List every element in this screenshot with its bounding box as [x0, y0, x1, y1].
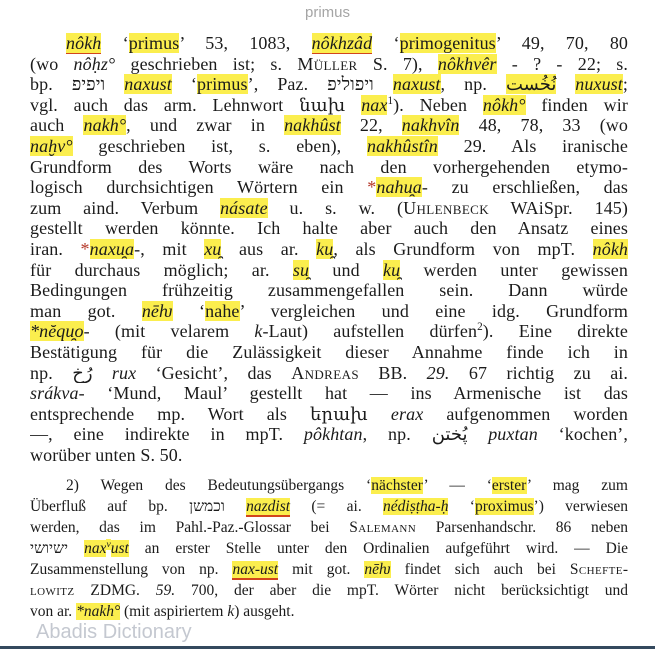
text-segment: 59. — [155, 582, 176, 600]
text-segment: Uhlenbeck — [403, 197, 490, 218]
text-line — [30, 580, 628, 601]
text-segment: ‘kochen’, — [537, 424, 628, 445]
text-line — [30, 260, 628, 281]
highlighted-term: nazdist — [246, 498, 291, 516]
text-line — [30, 321, 628, 342]
text-segment: auch — [30, 115, 84, 136]
text-line — [30, 404, 628, 425]
text-segment: ’ 53, 1083, — [179, 33, 312, 53]
highlighted-term: xu̯ — [204, 238, 222, 259]
text-segment: rux — [111, 362, 137, 383]
highlighted-term: nakh° — [83, 115, 127, 136]
text-segment: zum aind. Verbum — [30, 197, 221, 218]
highlighted-term: nēƕ — [141, 300, 173, 321]
text-segment: Bestätigung für die Zulässigkeit dieser Annahme finde ich in — [30, 341, 628, 362]
text-line — [30, 136, 628, 157]
highlighted-term: nôkhvêr — [437, 53, 497, 74]
highlighted-term: primus — [128, 33, 180, 53]
text-segment: , und zwar in — [126, 115, 285, 136]
text-line — [30, 445, 628, 466]
text-segment: -, mit — [134, 238, 205, 259]
highlighted-term: nakhûstîn — [366, 135, 438, 156]
text-segment: -Laut) aufstellen dürfen — [262, 321, 478, 342]
page-header — [0, 4, 655, 21]
highlighted-term: naxust — [124, 74, 172, 95]
text-segment: ZDMG. — [74, 582, 156, 600]
text-segment: Salemann — [349, 519, 417, 537]
text-segment: 67 richtig zu ai. — [449, 362, 628, 383]
text-segment: logisch durchsichtigen Wörtern ein — [30, 177, 368, 198]
text-line — [30, 54, 628, 75]
text-segment: ‘ — [372, 33, 400, 53]
text-segment — [467, 424, 488, 444]
text-segment: geschrieben ist; s. — [115, 53, 298, 74]
text-segment: man got. — [30, 300, 142, 321]
text-line — [30, 383, 628, 404]
text-segment: —, eine indirekte in mpT. — [30, 424, 304, 445]
highlighted-term: v — [106, 539, 111, 551]
text-segment: BB. — [359, 362, 427, 383]
text-segment: entsprechende mp. Wort als — [30, 403, 311, 424]
text-segment: ‘ — [101, 33, 129, 53]
text-segment: - ? - 22; s. — [496, 53, 628, 74]
text-segment: aufgenommen worden — [423, 403, 628, 424]
footnote-paragraph — [30, 475, 628, 622]
text-segment: ’ — ‘ — [423, 477, 492, 495]
text-line — [30, 95, 628, 116]
highlighted-term: su̯ — [292, 259, 310, 280]
highlighted-term: nax — [361, 94, 388, 115]
highlighted-term: nôkh — [592, 238, 628, 259]
text-segment: ). Eine direkte — [482, 321, 628, 342]
highlighted-term: nax-ust — [232, 561, 279, 579]
text-segment: vgl. auch das arm. Lehnwort — [30, 94, 300, 115]
text-segment: Parsenhandschr. 86 neben — [416, 519, 628, 537]
highlighted-term: *nakh° — [76, 603, 121, 621]
text-segment: findet sich auch bei — [390, 561, 570, 579]
highlighted-term: ku̯ — [383, 259, 401, 280]
text-segment: 29. — [426, 362, 450, 383]
text-segment: worüber unten S. 50. — [30, 444, 183, 465]
text-segment — [556, 74, 575, 94]
highlighted-term: نُخُست — [505, 74, 557, 95]
text-segment: an erster Stelle unter den Ordinalien aufgeführt wird. — Die — [128, 540, 628, 558]
text-segment: u. s. w. ( — [267, 197, 404, 218]
text-segment: 48, 78, 33 (wo — [459, 115, 628, 136]
text-segment: nôḥz° — [73, 53, 116, 74]
highlighted-term: *nĕqu̯o — [30, 321, 84, 342]
text-line — [30, 74, 628, 95]
text-segment: וכמשן — [189, 498, 225, 516]
text-line — [30, 496, 628, 517]
highlighted-term: nuxust — [575, 74, 623, 95]
text-segment: von ar. — [30, 603, 77, 621]
text-segment: pôkhtan — [303, 424, 363, 445]
text-line — [30, 517, 628, 538]
text-segment: Überfluß auf bp. — [30, 498, 190, 516]
highlighted-term: proximus — [474, 498, 534, 516]
text-segment: 2) Wegen des Bedeutungsübergangs ‘ — [66, 477, 372, 495]
text-segment: ‘Gesicht’, das — [136, 362, 292, 383]
text-segment: aus ar. — [221, 238, 317, 259]
text-segment: werden unter gewissen — [400, 259, 628, 280]
text-segment: ) ausgeht. — [234, 603, 295, 621]
text-segment: ויפיפ — [71, 74, 106, 95]
highlighted-term: naḫv° — [30, 135, 73, 156]
text-segment: ’, Paz. — [247, 74, 328, 95]
text-segment: ’ vergleichen und eine idg. Grundform — [239, 300, 628, 321]
text-segment: lowitz — [30, 582, 75, 600]
text-line — [30, 538, 628, 559]
text-segment: ’ mag zum — [526, 477, 628, 495]
text-line — [30, 301, 628, 322]
highlighted-term: nédiṣṭha-ḥ — [383, 498, 449, 516]
text-line — [30, 601, 628, 622]
text-segment: und — [309, 259, 384, 280]
text-segment: geschrieben ist, s. eben), — [72, 135, 367, 156]
text-segment: ישיושי — [30, 540, 69, 558]
highlighted-term: nôkh — [66, 33, 102, 53]
text-segment: 29. Als iranische — [437, 135, 628, 156]
text-segment: k — [254, 321, 263, 342]
entry-text — [30, 33, 628, 622]
highlighted-term: nēƕ — [364, 561, 391, 579]
text-segment: WAiSpr. 145) — [489, 197, 628, 218]
text-segment: ’) verwiesen — [533, 498, 628, 516]
text-segment: 1 — [387, 94, 394, 107]
highlighted-term: nahe — [205, 300, 240, 321]
text-segment: ’ 49, 70, 80 — [495, 33, 628, 53]
text-segment: - — [622, 561, 628, 579]
text-segment: erax — [390, 403, 424, 424]
text-line — [30, 218, 628, 239]
text-line — [30, 33, 628, 54]
text-segment — [225, 498, 246, 515]
highlighted-term: primus — [197, 74, 248, 95]
text-segment: gestellt werden könnte. Ich halte aber auch den Ansatz eines — [30, 218, 628, 239]
highlighted-term: naxust — [392, 74, 441, 95]
text-segment: bp. — [30, 74, 72, 95]
text-segment: - (mit velarem — [83, 321, 255, 342]
header-term: primus — [304, 4, 350, 21]
highlighted-term: nôkh° — [482, 94, 526, 115]
text-line — [30, 280, 628, 301]
entry-paragraph — [30, 33, 628, 465]
text-segment: k — [227, 603, 235, 621]
highlighted-term: nakhvîn — [401, 115, 460, 136]
text-line — [30, 157, 628, 178]
highlighted-term: nôkhzâd — [311, 33, 373, 53]
text-segment: Bedingungen frühzeitig zusammengefallen sein. Dann würde — [30, 280, 628, 301]
text-line — [30, 424, 628, 445]
text-segment — [374, 74, 393, 94]
text-line — [30, 559, 628, 580]
text-segment: 22, — [340, 115, 402, 136]
text-segment: , als Grundform von mpT. — [333, 238, 593, 259]
text-segment: Grundform des Worts wäre nach den vorhergehenden etymo- — [30, 156, 628, 177]
text-segment: für durchaus möglich; ar. — [30, 259, 293, 280]
highlighted-term: násate — [220, 197, 268, 218]
text-segment: mit got. — [278, 561, 365, 579]
text-segment — [345, 95, 361, 115]
text-segment: (= ai. — [290, 498, 384, 516]
text-segment: ‘Mund, Maul’ gestellt hat — ins Armenische ist das — [84, 383, 628, 404]
text-line — [30, 239, 628, 260]
highlighted-term: nakhûst — [284, 115, 341, 136]
text-segment: ויפוליפ — [327, 74, 374, 95]
text-line — [30, 342, 628, 363]
highlighted-term: erster — [491, 477, 527, 495]
text-segment: پُختن — [431, 424, 468, 445]
highlighted-term: ku̯ — [316, 238, 334, 259]
highlighted-term: naxu̯a — [89, 238, 135, 259]
text-segment: ). Neben — [393, 94, 483, 115]
text-line — [30, 363, 628, 384]
text-segment: Müller — [297, 53, 358, 74]
text-segment: (mit aspiriertem — [120, 603, 228, 621]
text-segment: , np. — [440, 74, 506, 95]
text-segment: iran. — [30, 238, 81, 259]
text-segment: ‘ — [171, 74, 197, 95]
text-segment: (wo — [30, 53, 74, 74]
text-segment: ; — [622, 74, 628, 95]
text-segment: np. — [30, 362, 73, 383]
text-segment: Zusammenstellung von np. — [30, 561, 233, 579]
text-segment: * — [367, 177, 377, 198]
text-line — [30, 198, 628, 219]
text-segment: 2 — [477, 321, 483, 334]
highlighted-term: ust — [110, 540, 129, 558]
text-line — [30, 177, 628, 198]
text-segment: srákva- — [30, 383, 85, 404]
text-segment: werden, das im Pahl.-Paz.-Glossar bei — [30, 519, 350, 537]
text-segment: - zu erschließen, das — [421, 177, 628, 198]
text-segment — [368, 404, 391, 424]
text-segment: * — [80, 238, 90, 259]
text-segment: finden wir — [525, 94, 628, 115]
text-segment: S. 7), — [357, 53, 438, 74]
text-segment: նախ — [299, 94, 346, 115]
text-line — [30, 475, 628, 496]
highlighted-term: nax — [84, 540, 107, 558]
text-segment: երախ — [310, 403, 368, 424]
text-segment: رُخ — [72, 362, 93, 383]
text-segment — [105, 74, 124, 94]
text-segment: 700, der aber die mpT. Wörter nicht berücksichtigt und — [175, 582, 628, 600]
text-segment: , np. — [362, 424, 432, 445]
text-segment: ‘ — [448, 498, 475, 516]
highlighted-term: nächster — [371, 477, 424, 495]
text-segment: puxtan — [488, 424, 538, 445]
text-segment: Schefte — [569, 561, 623, 579]
text-segment: Andreas — [291, 362, 359, 383]
text-segment: ‘ — [172, 300, 206, 321]
text-line — [30, 115, 628, 136]
text-segment — [93, 363, 112, 383]
highlighted-term: primogenitus — [399, 33, 496, 53]
footer-brand: Abadis Dictionary — [36, 621, 192, 643]
highlighted-term: nahu̯a — [376, 177, 422, 198]
text-segment — [68, 540, 84, 557]
